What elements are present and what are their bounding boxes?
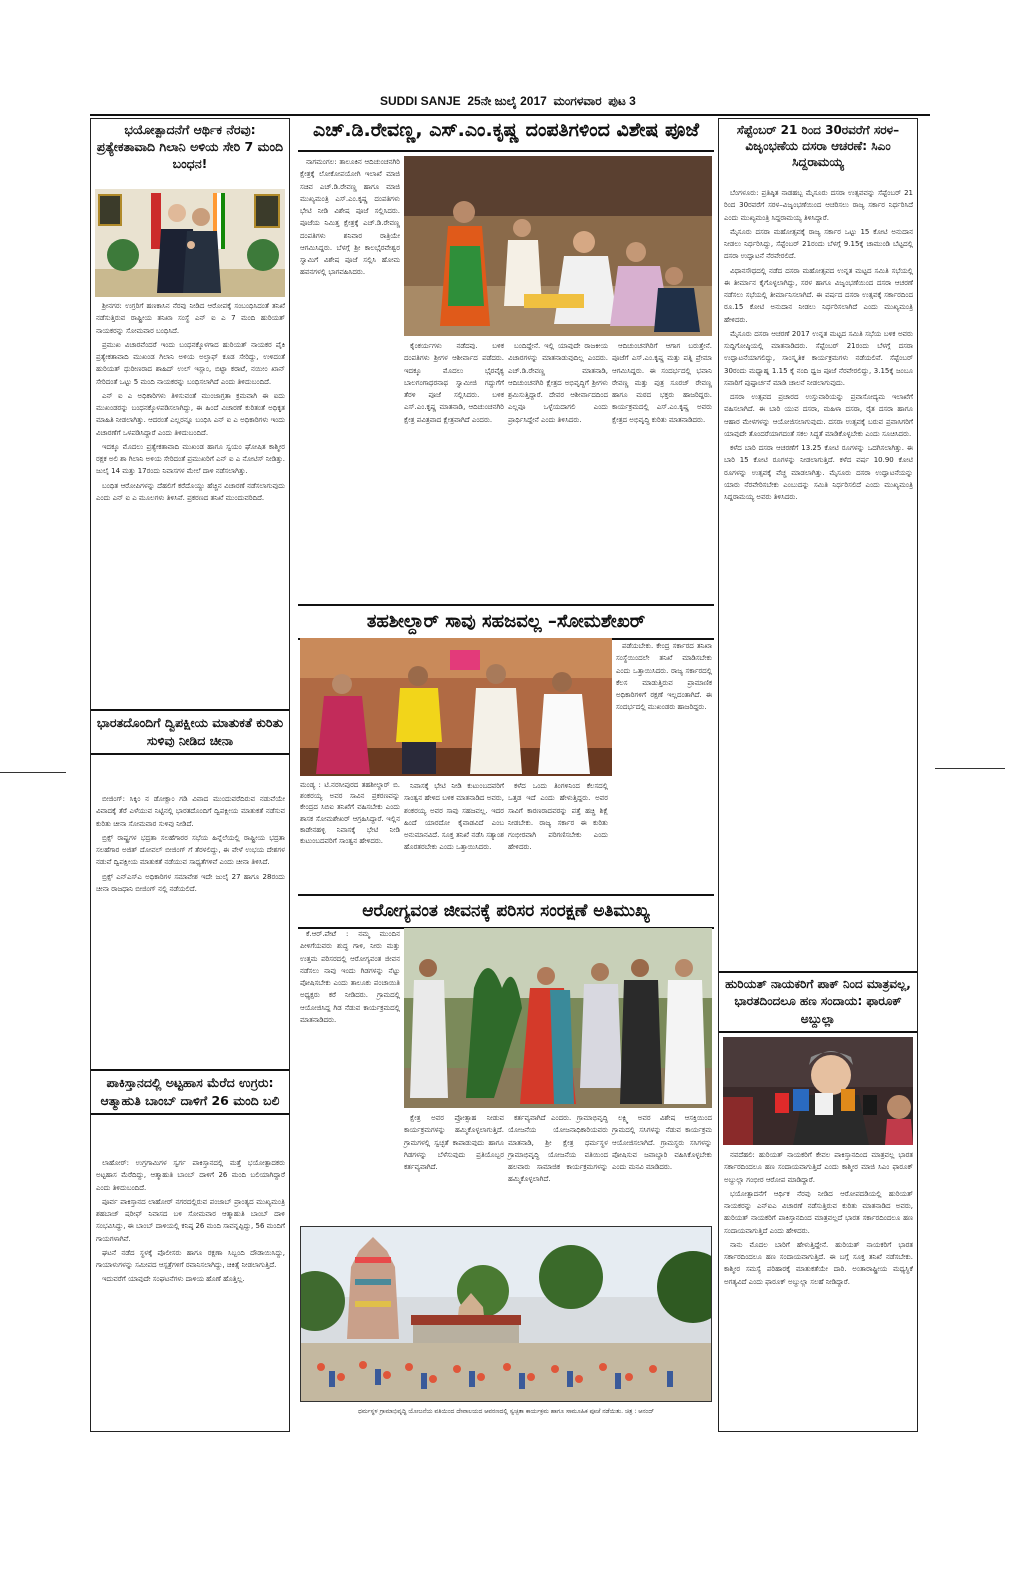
paragraph: ಇದಕ್ಕೂ ಮೊದಲು ಪ್ರತ್ಯೇಕತಾವಾದಿ ಮುಖಂಡ ಹಾಗೂ ಸ್ವಯಂ ಘೋಷಿತ ಕಾಶ್ಮೀರ ರಕ್ಷಕ ಅಲಿ ಶಾ ಗಿಲಾನಿ ಅಳಿಯ ಸೇರಿದಂತೆ ಪ್ರಮುಖರಿಗೆ ಎನ್ ಐ ಎ ನೋಟಿಸ್ ನೀಡಿತ್ತು. ಜುಲೈ 14 ಮತ್ತು 17ರಂದು ನಿವಾಸಗಳ ಮೇಲೆ ದಾಳಿ ನಡೆಸಲಾಗಿತ್ತು. [96,442,285,476]
margin-rule-right [935,768,1005,769]
paragraph: ಕ್ಷೇತ್ರ ಅವರ ಪ್ರೋತ್ಸಾಹ ನೀಡುವ ಕಾರ್ಯಕ್ರಮಗಳನ್ನು ಹಮ್ಮಿಕೊಳ್ಳಲಾಗುತ್ತಿದೆ. ಗ್ರಾಮಗಳಲ್ಲಿ ಸ್ವಚ್ಛತೆ ಕಾಪಾಡುವುದು ಹಾಗೂ ಗಿಡಗಳನ್ನು ಬೆಳೆಸುವುದು ಪ್ರತಿಯೊಬ್ಬರ ಕರ್ತವ್ಯವಾಗಿದೆ. [404,1114,504,1171]
temple-photo [300,1226,712,1402]
paragraph: ಭಯೋತ್ಪಾದನೆಗೆ ಆರ್ಥಿಕ ನೆರವು ನೀಡಿದ ಆರೋಪದಡಿಯಲ್ಲಿ ಹುರಿಯತ್ ನಾಯಕರನ್ನು ಎನ್ಐಎ ವಿಚಾರಣೆ ನಡೆಸುತ್ತಿರುವ ಕುರಿತು ಮಾತನಾಡಿದ ಅವರು, ಹುರಿಯತ್ ನಾಯಕರಿಗೆ ಪಾಕಿಸ್ತಾನದಿಂದ ಮಾತ್ರವಲ್ಲದೆ ಭಾರತ ಸರ್ಕಾರದಿಂದಲೂ ಹಣ ಸಂದಾಯವಾಗುತ್ತಿದೆ ಎಂದು ಹೇಳಿದರು. [724,1189,913,1235]
pooja-photo [404,156,712,336]
issue-date: 25ನೇ ಜುಲೈ 2017 [467,94,547,108]
paragraph: ನಿವಾಸಕ್ಕೆ ಭೇಟಿ ನೀಡಿ ಕುಟುಂಬದವರಿಗೆ ಸಾಂತ್ವನ ಹೇಳಿದ ಬಳಿಕ ಮಾತನಾಡಿದ ಅವರು, ಶಂಕರಯ್ಯ ಅವರ ಸಾವು ಸಹಜವಲ್ಲ. ಇದರ ಹಿಂದೆ ಯಾರದೋ ಕೈವಾಡವಿದೆ ಎಂಬ ಅನುಮಾನವಿದೆ. ಸೂಕ್ತ ತನಿಖೆ ನಡೆಸಿ ಸತ್ಯಾಂಶ ಹೊರತರಬೇಕು ಎಂದು ಒತ್ತಾಯಿಸಿದರು. [404,782,504,852]
article-headline: ಆರೋಗ್ಯವಂತ ಜೀವನಕ್ಕೆ ಪರಿಸರ ಸಂರಕ್ಷಣೆ ಅತಿಮುಖ್ಯ [298,894,714,929]
article-column [616,640,712,716]
press-photo [723,1037,913,1145]
article-column [612,340,712,428]
paragraph: ಇದುವರೆಗೆ ಯಾವುದೇ ಸಂಘಟನೆಗಳು ದಾಳಿಯ ಹೊಣೆ ಹೊತ್ತಿಲ್ಲ. [102,1275,245,1284]
paper-name: SUDDI SANJE [380,94,461,108]
article-headline: ಭಯೋತ್ಪಾದನೆಗೆ ಆರ್ಥಿಕ ನೆರವು: ಪ್ರತ್ಯೇಕತಾವಾದಿ ಗಿಲಾನಿ ಅಳಿಯ ಸೇರಿ 7 ಮಂದಿ ಬಂಧನ! [96,122,284,171]
article-column [300,928,400,1028]
paragraph: ಬಂದಿದ್ದೇನೆ. ಇಲ್ಲಿ ಯಾವುದೇ ರಾಜಕೀಯ ವಿಚಾರಗಳನ್ನು ಮಾತನಾಡುವುದಿಲ್ಲ ಎಂದರು. ಎಚ್.ಡಿ.ರೇವಣ್ಣ ಮಾತನಾಡಿ, ಆದಿಚುಂಚನಗಿರಿ ಕ್ಷೇತ್ರದ ಅಭಿವೃದ್ಧಿಗೆ ಶ್ರೀಗಳು ಶ್ರಮಿಸುತ್ತಿದ್ದಾರೆ. ದೇವರ ಆಶೀರ್ವಾದದಿಂದ ಎಲ್ಲವೂ ಒಳ್ಳೆಯದಾಗಲಿ ಎಂದು ಪ್ರಾರ್ಥಿಸಿದ್ದೇನೆ ಎಂದು ತಿಳಿಸಿದರು. [508,342,608,424]
paragraph: ದಸರಾ ಉತ್ಸವದ ಪ್ರಚಾರದ ಉಸ್ತುವಾರಿಯನ್ನು ಪ್ರವಾಸೋದ್ಯಮ ಇಲಾಖೆಗೆ ವಹಿಸಲಾಗಿದೆ. ಈ ಬಾರಿ ಯುವ ದಸರಾ, ಮಹಿಳಾ ದಸರಾ, ರೈತ ದಸರಾ ಹಾಗೂ ಆಹಾರ ಮೇಳಗಳನ್ನು ಆಯೋಜಿಸಲಾಗುವುದು. ದಸರಾ ಉತ್ಸವಕ್ಕೆ ಬರುವ ಪ್ರವಾಸಿಗರಿಗೆ ಯಾವುದೇ ತೊಂದರೆಯಾಗದಂತೆ ಸಕಲ ಸಿದ್ಧತೆ ಮಾಡಿಕೊಳ್ಳಬೇಕು ಎಂದು ಸೂಚಿಸಿದರು. [724,393,913,438]
left-column [90,118,290,1432]
paragraph: ಕಳೆದ ಬಾರಿ ದಸರಾ ಆಚರಣೆಗೆ 13.25 ಕೋಟಿ ರೂಗಳನ್ನು ಒದಗಿಸಲಾಗಿತ್ತು. ಈ ಬಾರಿ 15 ಕೋಟಿ ರೂಗಳನ್ನು ನೀಡಲಾಗುತ್ತಿದೆ. ಕಳೆದ ವರ್ಷ 10.90 ಕೋಟಿ ರೂಗಳನ್ನು ಉತ್ಸವಕ್ಕೆ ವೆಚ್ಚ ಮಾಡಲಾಗಿತ್ತು. ಮೈಸೂರು ದಸರಾ ಉದ್ಘಾಟನೆಯನ್ನು ಯಾರು ನೆರವೇರಿಸಬೇಕು ಎಂಬುದನ್ನು ಸಮಿತಿ ನಿರ್ಧರಿಸಲಿದೆ ಎಂದು ಮುಖ್ಯಮಂತ್ರಿ ಸಿದ್ದರಾಮಯ್ಯ ಅವರು ತಿಳಿಸಿದರು. [724,444,913,501]
article-body [96,300,285,506]
article-column [404,1112,504,1175]
paragraph: ಲಕ್ಷ್ಮಿ ಅವರ ವಿಶೇಷ ಆಸಕ್ತಿಯಿಂದ ಗ್ರಾಮದಲ್ಲಿ ಸಸಿಗಳನ್ನು ನೆಡುವ ಕಾರ್ಯಕ್ರಮ ಆಯೋಜಿಸಲಾಗಿದೆ. ಗ್ರಾಮಸ್ಥರು ಸಸಿಗಳನ್ನು ಪೋಷಿಸುವ ಜವಾಬ್ದಾರಿ ವಹಿಸಿಕೊಳ್ಳಬೇಕು ಎಂದು ಮನವಿ ಮಾಡಿದರು. [612,1114,712,1171]
paragraph: ಬೀಜಿಂಗ್: ಸಿಕ್ಕಿಂ ನ ಡೋಕ್ಲಾಂ ಗಡಿ ವಿವಾದ ಮುಂದುವರೆದಿರುವ ನಡುವೆಯೇ ವಿವಾದಕ್ಕೆ ತೆರೆ ಎಳೆಯುವ ನಿಟ್ಟಿನಲ್ಲಿ ಭಾರತದೊಂದಿಗೆ ದ್ವಿಪಕ್ಷೀಯ ಮಾತುಕತೆ ನಡೆಸುವ ಕುರಿತು ಚೀನಾ ಸೋಮವಾರ ಸುಳಿವು ನೀಡಿದೆ. [96,795,285,828]
paragraph: ಪ್ರಮುಖ ವಿಚಾರವೆಂದರೆ ಇಂದು ಬಂಧನಕ್ಕೊಳಗಾದ ಹುರಿಯತ್ ನಾಯಕರ ಪೈಕಿ ಪ್ರತ್ಯೇಕತಾವಾದಿ ಮುಖಂಡ ಗಿಲಾನಿ ಅಳಿಯ ಅಲ್ತಾಫ್ ಕೂಡ ಸೇರಿದ್ದು, ಉಳಿದಂತೆ ಹುರಿಯತ್ ಧುರೀಣರಾದ ಶಾಹಿದ್ ಉಲ್ ಇಸ್ಲಾಂ, ಬಿಟ್ಟಾ ಕರಾಟೆ, ನಯೀಂ ಖಾನ್ ಸೇರಿದಂತೆ ಒಟ್ಟು 5 ಮಂದಿ ನಾಯಕರನ್ನು ಬಂಧಿಸಲಾಗಿದೆ ಎಂದು ತಿಳಿದುಬಂದಿದೆ. [96,340,285,386]
paragraph: ಶ್ರೀನಗರ: ಉಗ್ರರಿಗೆ ಹಣಕಾಸಿನ ನೆರವು ನೀಡಿದ ಆರೋಪಕ್ಕೆ ಸಂಬಂಧಿಸಿದಂತೆ ತನಿಖೆ ನಡೆಸುತ್ತಿರುವ ರಾಷ್ಟ್ರೀಯ ತನಿಖಾ ಸಂಸ್ಥೆ ಎನ್ ಐ ಎ 7 ಮಂದಿ ಹುರಿಯತ್ ನಾಯಕರನ್ನು ಸೋಮವಾರ ಬಂಧಿಸಿದೆ. [96,302,285,335]
paragraph: ಕಳೆದ ಒಂದು ತಿಂಗಳಿನಿಂದ ಕೆಲಸದಲ್ಲಿ ಒತ್ತಡ ಇದೆ ಎಂದು ಹೇಳುತ್ತಿದ್ದರು. ಅವರ ಸಾವಿಗೆ ಕಾರಣರಾದವರನ್ನು ಪತ್ತೆ ಹಚ್ಚಿ ಶಿಕ್ಷೆ ನೀಡಬೇಕು. ರಾಜ್ಯ ಸರ್ಕಾರ ಈ ಕುರಿತು ಗಂಭೀರವಾಗಿ ಪರಿಗಣಿಸಬೇಕು ಎಂದು ಹೇಳಿದರು. [508,782,608,852]
paragraph: ಪೂರ್ವ ಪಾಕಿಸ್ತಾನದ ಲಾಹೋರ್ ನಗರದಲ್ಲಿರುವ ಪಂಜಾಬ್ ಪ್ರಾಂತ್ಯದ ಮುಖ್ಯಮಂತ್ರಿ ಶಹಬಾಜ್ ಷರೀಫ್ ನಿವಾಸದ ಬಳಿ ಸೋಮವಾರ ಆತ್ಮಾಹುತಿ ಬಾಂಬ್ ದಾಳಿ ಸಂಭವಿಸಿದ್ದು, ಈ ಬಾಂಬ್ ದಾಳಿಯಲ್ಲಿ ಕನಿಷ್ಠ 26 ಮಂದಿ ಸಾವನ್ನಪ್ಪಿದ್ದು, 56 ಮಂದಿಗೆ ಗಾಯಗಳಾಗಿವೆ. [96,1197,285,1243]
article-body [724,187,913,505]
photo-caption: ಧರ್ಮಸ್ಥಳ ಗ್ರಾಮಾಭಿವೃದ್ಧಿ ಯೋಜನೆಯ ವತಿಯಿಂದ ದೇವಾಲಯದ ಆವರಣದಲ್ಲಿ ಸ್ವಚ್ಛತಾ ಕಾರ್ಯಕ್ರಮ ಹಾಗೂ ಸಾಮೂಹಿಕ ಪೂಜೆ ನಡೆಯಿತು. ಚಿತ್ರ : ಆನಂದ್ [357,1408,655,1415]
page-header [90,92,930,116]
right-column [718,118,918,1432]
paragraph: ಎನ್ ಐ ಎ ಅಧಿಕಾರಿಗಳು ತಿಳಿಸುವಂತೆ ಮುಂಜಾಗ್ರತಾ ಕ್ರಮವಾಗಿ ಈ ಐದು ಮುಖಂಡರನ್ನು ಬಂಧನಕ್ಕೊಳಪಡಿಸಲಾಗಿದ್ದು, ಈ ಹಿಂದೆ ವಿಚಾರಣೆ ಕುರಿತಂತೆ ಅಧಿಕೃತ ಮಾಹಿತಿ ನೀಡಲಾಗಿತ್ತು. ಆದರಂತೆ ಎಲ್ಲರನ್ನೂ ಬಂಧಿಸಿ ಎನ್ ಐ ಎ ಅಧಿಕಾರಿಗಳು ಇಂದು ವಿಚಾರಣೆಗೆ ಒಳಪಡಿಸಿದ್ದಾರೆ ಎಂದು ತಿಳಿದುಬಂದಿದೆ. [96,391,285,437]
article-column [508,780,608,856]
article-column [404,780,504,856]
middle-column [298,118,714,1432]
article-headline: ಪಾಕಿಸ್ತಾನದಲ್ಲಿ ಅಟ್ಟಹಾಸ ಮೆರೆದ ಉಗ್ರರು: ಆತ್ಮಾಹುತಿ ಬಾಂಬ್ ದಾಳಿಗೆ 26 ಮಂದಿ ಬಲಿ [91,1069,289,1115]
article-column [508,340,608,428]
paragraph: ಬ್ರಿಕ್ಸ್ ಎನ್ಎಸ್ಎ ಅಧಿಕಾರಿಗಳ ಸಮಾವೇಶ ಇದೇ ಜುಲೈ 27 ಹಾಗೂ 28ರಂದು ಚೀನಾ ರಾಜಧಾನಿ ಬೀಜಿಂಗ್ ನಲ್ಲಿ ನಡೆಯಲಿದೆ. [96,872,285,893]
article-column [300,156,400,281]
paragraph: ನಾಗಮಂಗಲ: ತಾಲೂಕಿನ ಆದಿಚುಂಚನಗಿರಿ ಕ್ಷೇತ್ರಕ್ಕೆ ಲೋಕೋಪಯೋಗಿ ಇಲಾಖೆ ಮಾಜಿ ಸಚಿವ ಎಚ್.ಡಿ.ರೇವಣ್ಣ ಹಾಗೂ ಮಾಜಿ ಮುಖ್ಯಮಂತ್ರಿ ಎಸ್.ಎಂ.ಕೃಷ್ಣ ದಂಪತಿಗಳು ಭೇಟಿ ನೀಡಿ ವಿಶೇಷ ಪೂಜೆ ಸಲ್ಲಿಸಿದರು. ಪೂಜೆಯ ನಿಮಿತ್ತ ಕ್ಷೇತ್ರಕ್ಕೆ ಎಚ್.ಡಿ.ರೇವಣ್ಣ ದಂಪತಿಗಳು ಶನಿವಾರ ರಾತ್ರಿಯೇ ಆಗಮಿಸಿದ್ದರು. ಬೆಳಗ್ಗೆ ಶ್ರೀ ಕಾಲಭೈರವೇಶ್ವರ ಸ್ವಾಮಿಗೆ ವಿಶೇಷ ಪೂಜೆ ಸಲ್ಲಿಸಿ ಹೋಮ ಹವನಗಳಲ್ಲಿ ಭಾಗವಹಿಸಿದರು. [300,158,400,277]
paragraph: ಆದಿಚುಂಚನಗಿರಿಗೆ ಆಗಾಗ ಬರುತ್ತೇನೆ. ಪೂಜೆಗೆ ಎಸ್.ಎಂ.ಕೃಷ್ಣ ಮತ್ತು ಪತ್ನಿ ಪ್ರೇಮಾ ಆಗಮಿಸಿದ್ದರು. ಈ ಸಂದರ್ಭದಲ್ಲಿ ಭವಾನಿ ರೇವಣ್ಣ ಮತ್ತು ಪುತ್ರ ಸೂರಜ್ ರೇವಣ್ಣ ಹಾಗೂ ಮಠದ ಭಕ್ತರು ಹಾಜರಿದ್ದರು. ಕಾರ್ಯಕ್ರಮದಲ್ಲಿ ಎಸ್.ಎಂ.ಕೃಷ್ಣ ಅವರು ಕ್ಷೇತ್ರದ ಅಭಿವೃದ್ಧಿ ಕುರಿತು ಮಾತನಾಡಿದರು. [612,342,712,424]
paragraph: ಪಡೆಯಬೇಕು. ಕೇಂದ್ರ ಸರ್ಕಾರದ ತನಿಖಾ ಸಂಸ್ಥೆಯಿಂದಲೇ ತನಿಖೆ ಮಾಡಿಸಬೇಕು ಎಂದು ಒತ್ತಾಯಿಸಿದರು. ರಾಜ್ಯ ಸರ್ಕಾರದಲ್ಲಿ ಕೆಲಸ ಮಾಡುತ್ತಿರುವ ಪ್ರಾಮಾಣಿಕ ಅಧಿಕಾರಿಗಳಿಗೆ ರಕ್ಷಣೆ ಇಲ್ಲದಂತಾಗಿದೆ. ಈ ಸಂದರ್ಭದಲ್ಲಿ ಮುಖಂಡರು ಹಾಜರಿದ್ದರು. [616,642,712,712]
article-body [96,1157,285,1288]
paragraph: ಮೈಸೂರು ದಸರಾ ಆಚರಣೆ 2017 ಉನ್ನತ ಮಟ್ಟದ ಸಮಿತಿ ಸಭೆಯ ಬಳಿಕ ಅವರು ಸುದ್ದಿಗೋಷ್ಠಿಯಲ್ಲಿ ಮಾತನಾಡಿದರು. ಸೆಪ್ಟೆಂಬರ್ 21ರಂದು ಬೆಳಗ್ಗೆ ದಸರಾ ಉದ್ಘಾಟನೆಯಾಗಲಿದ್ದು, ಸಾಂಸ್ಕೃತಿಕ ಕಾರ್ಯಕ್ರಮಗಳು ನಡೆಯಲಿವೆ. ಸೆಪ್ಟೆಂಬರ್ 30ರಂದು ಮಧ್ಯಾಹ್ನ 1.15 ಕ್ಕೆ ನಂದಿ ಧ್ವಜ ಪೂಜೆ ನೆರವೇರಲಿದ್ದು, 3.15ಕ್ಕೆ ಜಂಬೂ ಸವಾರಿಗೆ ಪುಷ್ಪಾರ್ಚನೆ ಮಾಡಿ ಚಾಲನೆ ನೀಡಲಾಗುವುದು. [724,329,913,387]
article-column [612,1112,712,1175]
article-column [404,340,504,428]
article-headline: ಸೆಪ್ಟೆಂಬರ್ 21 ರಿಂದ 30ರವರೆಗೆ ಸರಳ–ವಿಜೃಂಭಣೆಯ ದಸರಾ ಆಚರಣೆ: ಸಿಎಂ ಸಿದ್ದರಾಮಯ್ಯ [736,123,900,170]
paragraph: ಕೈಂಕರ್ಯಗಳು ನಡೆದವು. ಬಳಿಕ ದಂಪತಿಗಳು ಶ್ರೀಗಳ ಆಶೀರ್ವಾದ ಪಡೆದರು. ಇದಕ್ಕೂ ಮೊದಲು ಭೈರವೈಕ್ಯ ಬಾಲಗಂಗಾಧರನಾಥ ಸ್ವಾಮೀಜಿ ಗದ್ದುಗೆಗೆ ತೆರಳಿ ಪೂಜೆ ಸಲ್ಲಿಸಿದರು. ಬಳಿಕ ಎಸ್.ಎಂ.ಕೃಷ್ಣ ಮಾತನಾಡಿ, ಆದಿಚುಂಚನಗಿರಿ ಕ್ಷೇತ್ರ ಪವಿತ್ರವಾದ ಕ್ಷೇತ್ರವಾಗಿದೆ ಎಂದರು. [404,342,504,424]
issue-day: ಮಂಗಳವಾರ [553,94,602,108]
paragraph: ನಾನು ಮೊದಲ ಬಾರಿಗೆ ಹೇಳುತ್ತಿದ್ದೇನೆ. ಹುರಿಯತ್ ನಾಯಕರಿಗೆ ಭಾರತ ಸರ್ಕಾರದಿಂದಲೂ ಹಣ ಸಂದಾಯವಾಗುತ್ತಿದೆ. ಈ ಬಗ್ಗೆ ಸೂಕ್ತ ತನಿಖೆ ನಡೆಸಬೇಕು. ಕಾಶ್ಮೀರ ಸಮಸ್ಯೆ ಪರಿಹಾರಕ್ಕೆ ಮಾತುಕತೆಯೇ ದಾರಿ. ಅಂತಾರಾಷ್ಟ್ರೀಯ ಮಧ್ಯಸ್ಥಿಕೆ ಅಗತ್ಯವಿದೆ ಎಂದು ಫಾರೂಕ್ ಅಬ್ದುಲ್ಲಾ ಸಲಹೆ ನೀಡಿದ್ದಾರೆ. [724,1240,913,1286]
margin-rule-left [0,772,66,773]
article-headline: ಹುರಿಯತ್ ನಾಯಕರಿಗೆ ಪಾಕ್ ನಿಂದ ಮಾತ್ರವಲ್ಲ, ಭಾರತದಿಂದಲೂ ಹಣ ಸಂದಾಯ: ಫಾರೂಕ್ ಅಬ್ದುಲ್ಲಾ [719,971,917,1033]
paragraph: ಘಟನೆ ನಡೆದ ಸ್ಥಳಕ್ಕೆ ಪೊಲೀಸರು ಹಾಗೂ ರಕ್ಷಣಾ ಸಿಬ್ಬಂದಿ ದೌಡಾಯಿಸಿದ್ದು, ಗಾಯಾಳುಗಳನ್ನು ಸಮೀಪದ ಆಸ್ಪತ್ರೆಗಳಿಗೆ ರವಾನಿಸಲಾಗಿದ್ದು, ಚಿಕಿತ್ಸೆ ನೀಡಲಾಗುತ್ತಿದೆ. [96,1248,285,1269]
visit-photo [300,638,612,776]
page-number: ಪುಟ 3 [608,94,636,108]
article-body [96,793,285,897]
paragraph: ಬೆಂಗಳೂರು: ಪ್ರತಿಷ್ಠಿತ ನಾಡಹಬ್ಬ ಮೈಸೂರು ದಸರಾ ಉತ್ಸವವನ್ನು ಸೆಪ್ಟೆಂಬರ್ 21 ರಿಂದ 30ರವರೆಗೆ ಸರಳ–ವಿಜೃಂಭಣೆಯಿಂದ ಆಚರಿಸಲು ರಾಜ್ಯ ಸರ್ಕಾರ ನಿರ್ಧರಿಸಿದೆ ಎಂದು ಮುಖ್ಯಮಂತ್ರಿ ಸಿದ್ದರಾಮಯ್ಯ ತಿಳಿಸಿದ್ದಾರೆ. [724,189,913,222]
masthead-text [380,94,636,109]
paragraph: ಮೈಸೂರು ದಸರಾ ಮಹೋತ್ಸವಕ್ಕೆ ರಾಜ್ಯ ಸರ್ಕಾರ ಒಟ್ಟು 15 ಕೋಟಿ ಅನುದಾನ ನೀಡಲು ನಿರ್ಧರಿಸಿದ್ದು, ಸೆಪ್ಟೆಂಬರ್ 21ರಂದು ಬೆಳಗ್ಗೆ 9.15ಕ್ಕೆ ಚಾಮುಂಡಿ ಬೆಟ್ಟದಲ್ಲಿ ದಸರಾ ಉದ್ಘಾಟನೆ ನೆರವೇರಲಿದೆ. [724,227,913,261]
article-headline: ಭಾರತದೊಂದಿಗೆ ದ್ವಿಪಕ್ಷೀಯ ಮಾತುಕತೆ ಕುರಿತು ಸುಳಿವು ನೀಡಿದ ಚೀನಾ [91,709,289,755]
paragraph: ಬಂಧಿತ ಆರೋಪಿಗಳನ್ನು ದೆಹಲಿಗೆ ಕರೆದೊಯ್ದು ಹೆಚ್ಚಿನ ವಿಚಾರಣೆ ನಡೆಸಲಾಗುವುದು ಎಂದು ಎನ್ ಐ ಎ ಮೂಲಗಳು ತಿಳಿಸಿವೆ. ಪ್ರಕರಣದ ತನಿಖೆ ಮುಂದುವರಿದಿದೆ. [96,481,285,502]
paragraph: ಕರ್ತವ್ಯವಾಗಿದೆ ಎಂದರು. ಗ್ರಾಮಾಭಿವೃದ್ಧಿ ಯೋಜನೆಯ ಯೋಜನಾಧಿಕಾರಿಯವರು ಮಾತನಾಡಿ, ಶ್ರೀ ಕ್ಷೇತ್ರ ಧರ್ಮಸ್ಥಳ ಗ್ರಾಮಾಭಿವೃದ್ಧಿ ಯೋಜನೆಯ ವತಿಯಿಂದ ಹಲವಾರು ಸಾಮಾಜಿಕ ಕಾರ್ಯಕ್ರಮಗಳನ್ನು ಹಮ್ಮಿಕೊಳ್ಳಲಾಗಿದೆ. [508,1114,608,1184]
paragraph: ವಿಧಾನಸೌಧದಲ್ಲಿ ನಡೆದ ದಸರಾ ಮಹೋತ್ಸವದ ಉನ್ನತ ಮಟ್ಟದ ಸಮಿತಿ ಸಭೆಯಲ್ಲಿ ಈ ತೀರ್ಮಾನ ಕೈಗೊಳ್ಳಲಾಗಿದ್ದು, ಸರಳ ಹಾಗೂ ವಿಜೃಂಭಣೆಯಿಂದ ದಸರಾ ಆಚರಣೆ ನಡೆಸಲು ಸಭೆಯಲ್ಲಿ ತೀರ್ಮಾನಿಸಲಾಗಿದೆ. ಈ ವರ್ಷದ ದಸರಾ ಉತ್ಸವಕ್ಕೆ ಸರ್ಕಾರದಿಂದ ರೂ.15 ಕೋಟಿ ಅನುದಾನ ನೀಡಲು ನಿರ್ಧರಿಸಲಾಗಿದೆ ಎಂದು ಮುಖ್ಯಮಂತ್ರಿ ಹೇಳಿದರು. [724,266,913,324]
paragraph: ಲಾಹೋರ್: ಉಗ್ರಗಾಮಿಗಳ ಸ್ವರ್ಗ ಪಾಕಿಸ್ತಾನದಲ್ಲಿ ಮತ್ತೆ ಭಯೋತ್ಪಾದಕರು ಅಟ್ಟಹಾಸ ಮೆರೆದಿದ್ದು, ಆತ್ಮಾಹುತಿ ಬಾಂಬ್ ದಾಳಿಗೆ 26 ಮಂದಿ ಬಲಿಯಾಗಿದ್ದಾರೆ ಎಂದು ತಿಳಿದುಬಂದಿದೆ. [96,1159,285,1192]
article-headline: ಎಚ್.ಡಿ.ರೇವಣ್ಣ, ಎಸ್.ಎಂ.ಕೃಷ್ಣ ದಂಪತಿಗಳಿಂದ ವಿಶೇಷ ಪೂಜೆ [298,118,714,152]
paragraph: ನವದೆಹಲಿ: ಹುರಿಯತ್ ನಾಯಕರಿಗೆ ಕೇವಲ ಪಾಕಿಸ್ತಾನದಿಂದ ಮಾತ್ರವಲ್ಲ ಭಾರತ ಸರ್ಕಾರದಿಂದಲೂ ಹಣ ಸಂದಾಯವಾಗುತ್ತಿದೆ ಎಂದು ಕಾಶ್ಮೀರ ಮಾಜಿ ಸಿಎಂ ಫಾರೂಕ್ ಅಬ್ದುಲ್ಲಾ ಗಂಭೀರ ಆರೋಪ ಮಾಡಿದ್ದಾರೆ. [724,1151,913,1184]
photo-caption: ಮಂಡ್ಯ : ಟಿ.ನರಸೀಪುರದ ತಹಶೀಲ್ದಾರ್ ಬಿ. ಶಂಕರಯ್ಯ ಅವರ ಸಾವಿನ ಪ್ರಕರಣವನ್ನು ಕೇಂದ್ರದ ಸಿಬಿಐ ತನಿಖೆಗೆ ವಹಿಸಬೇಕು ಎಂದು ಶಾಸಕ ಸೋಮಶೇಖರ್ ಆಗ್ರಹಿಸಿದ್ದಾರೆ. ಇಲ್ಲಿನ ಕಾಡೇನಹಳ್ಳಿ ನಿವಾಸಕ್ಕೆ ಭೇಟಿ ನೀಡಿ ಕುಟುಂಬದವರಿಗೆ ಸಾಂತ್ವನ ಹೇಳಿದರು. [300,781,400,845]
article-body [724,1149,913,1290]
paragraph: ಬ್ರಿಕ್ಸ್ ರಾಷ್ಟ್ರಗಳ ಭದ್ರತಾ ಸಲಹೆಗಾರರ ಸಭೆಯ ಹಿನ್ನೆಲೆಯಲ್ಲಿ ರಾಷ್ಟ್ರೀಯ ಭದ್ರತಾ ಸಲಹೆಗಾರ ಅಜಿತ್ ದೋವಲ್ ಬೀಜಿಂಗ್ ಗೆ ತೆರಳಲಿದ್ದು, ಈ ವೇಳೆ ಉಭಯ ದೇಶಗಳ ನಡುವೆ ದ್ವಿಪಕ್ಷೀಯ ಮಾತುಕತೆ ನಡೆಯುವ ಸಾಧ್ಯತೆಗಳಿವೆ ಎಂದು ಚೀನಾ ತಿಳಿಸಿದೆ. [96,833,285,867]
planting-photo [404,928,712,1108]
article-column [508,1112,608,1188]
paragraph: ಕೆ.ಆರ್.ಪೇಟೆ : ನಮ್ಮ ಮುಂದಿನ ಪೀಳಿಗೆಯವರು ಶುದ್ಧ ಗಾಳಿ, ನೀರು ಮತ್ತು ಉತ್ತಮ ಪರಿಸರದಲ್ಲಿ ಆರೋಗ್ಯವಂತ ಜೀವನ ನಡೆಸಲು ನಾವು ಇಂದು ಗಿಡಗಳನ್ನು ನೆಟ್ಟು ಪೋಷಿಸಬೇಕು ಎಂದು ತಾಲೂಕು ಪಂಚಾಯಿತಿ ಅಧ್ಯಕ್ಷರು ಕರೆ ನೀಡಿದರು. ಗ್ರಾಮದಲ್ಲಿ ಆಯೋಜಿಸಿದ್ದ ಗಿಡ ನೆಡುವ ಕಾರ್ಯಕ್ರಮದಲ್ಲಿ ಮಾತನಾಡಿದರು. [300,930,400,1024]
meeting-photo [95,189,285,297]
article-headline: ತಹಶೀಲ್ದಾರ್ ಸಾವು ಸಹಜವಲ್ಲ –ಸೋಮಶೇಖರ್ [298,604,714,640]
